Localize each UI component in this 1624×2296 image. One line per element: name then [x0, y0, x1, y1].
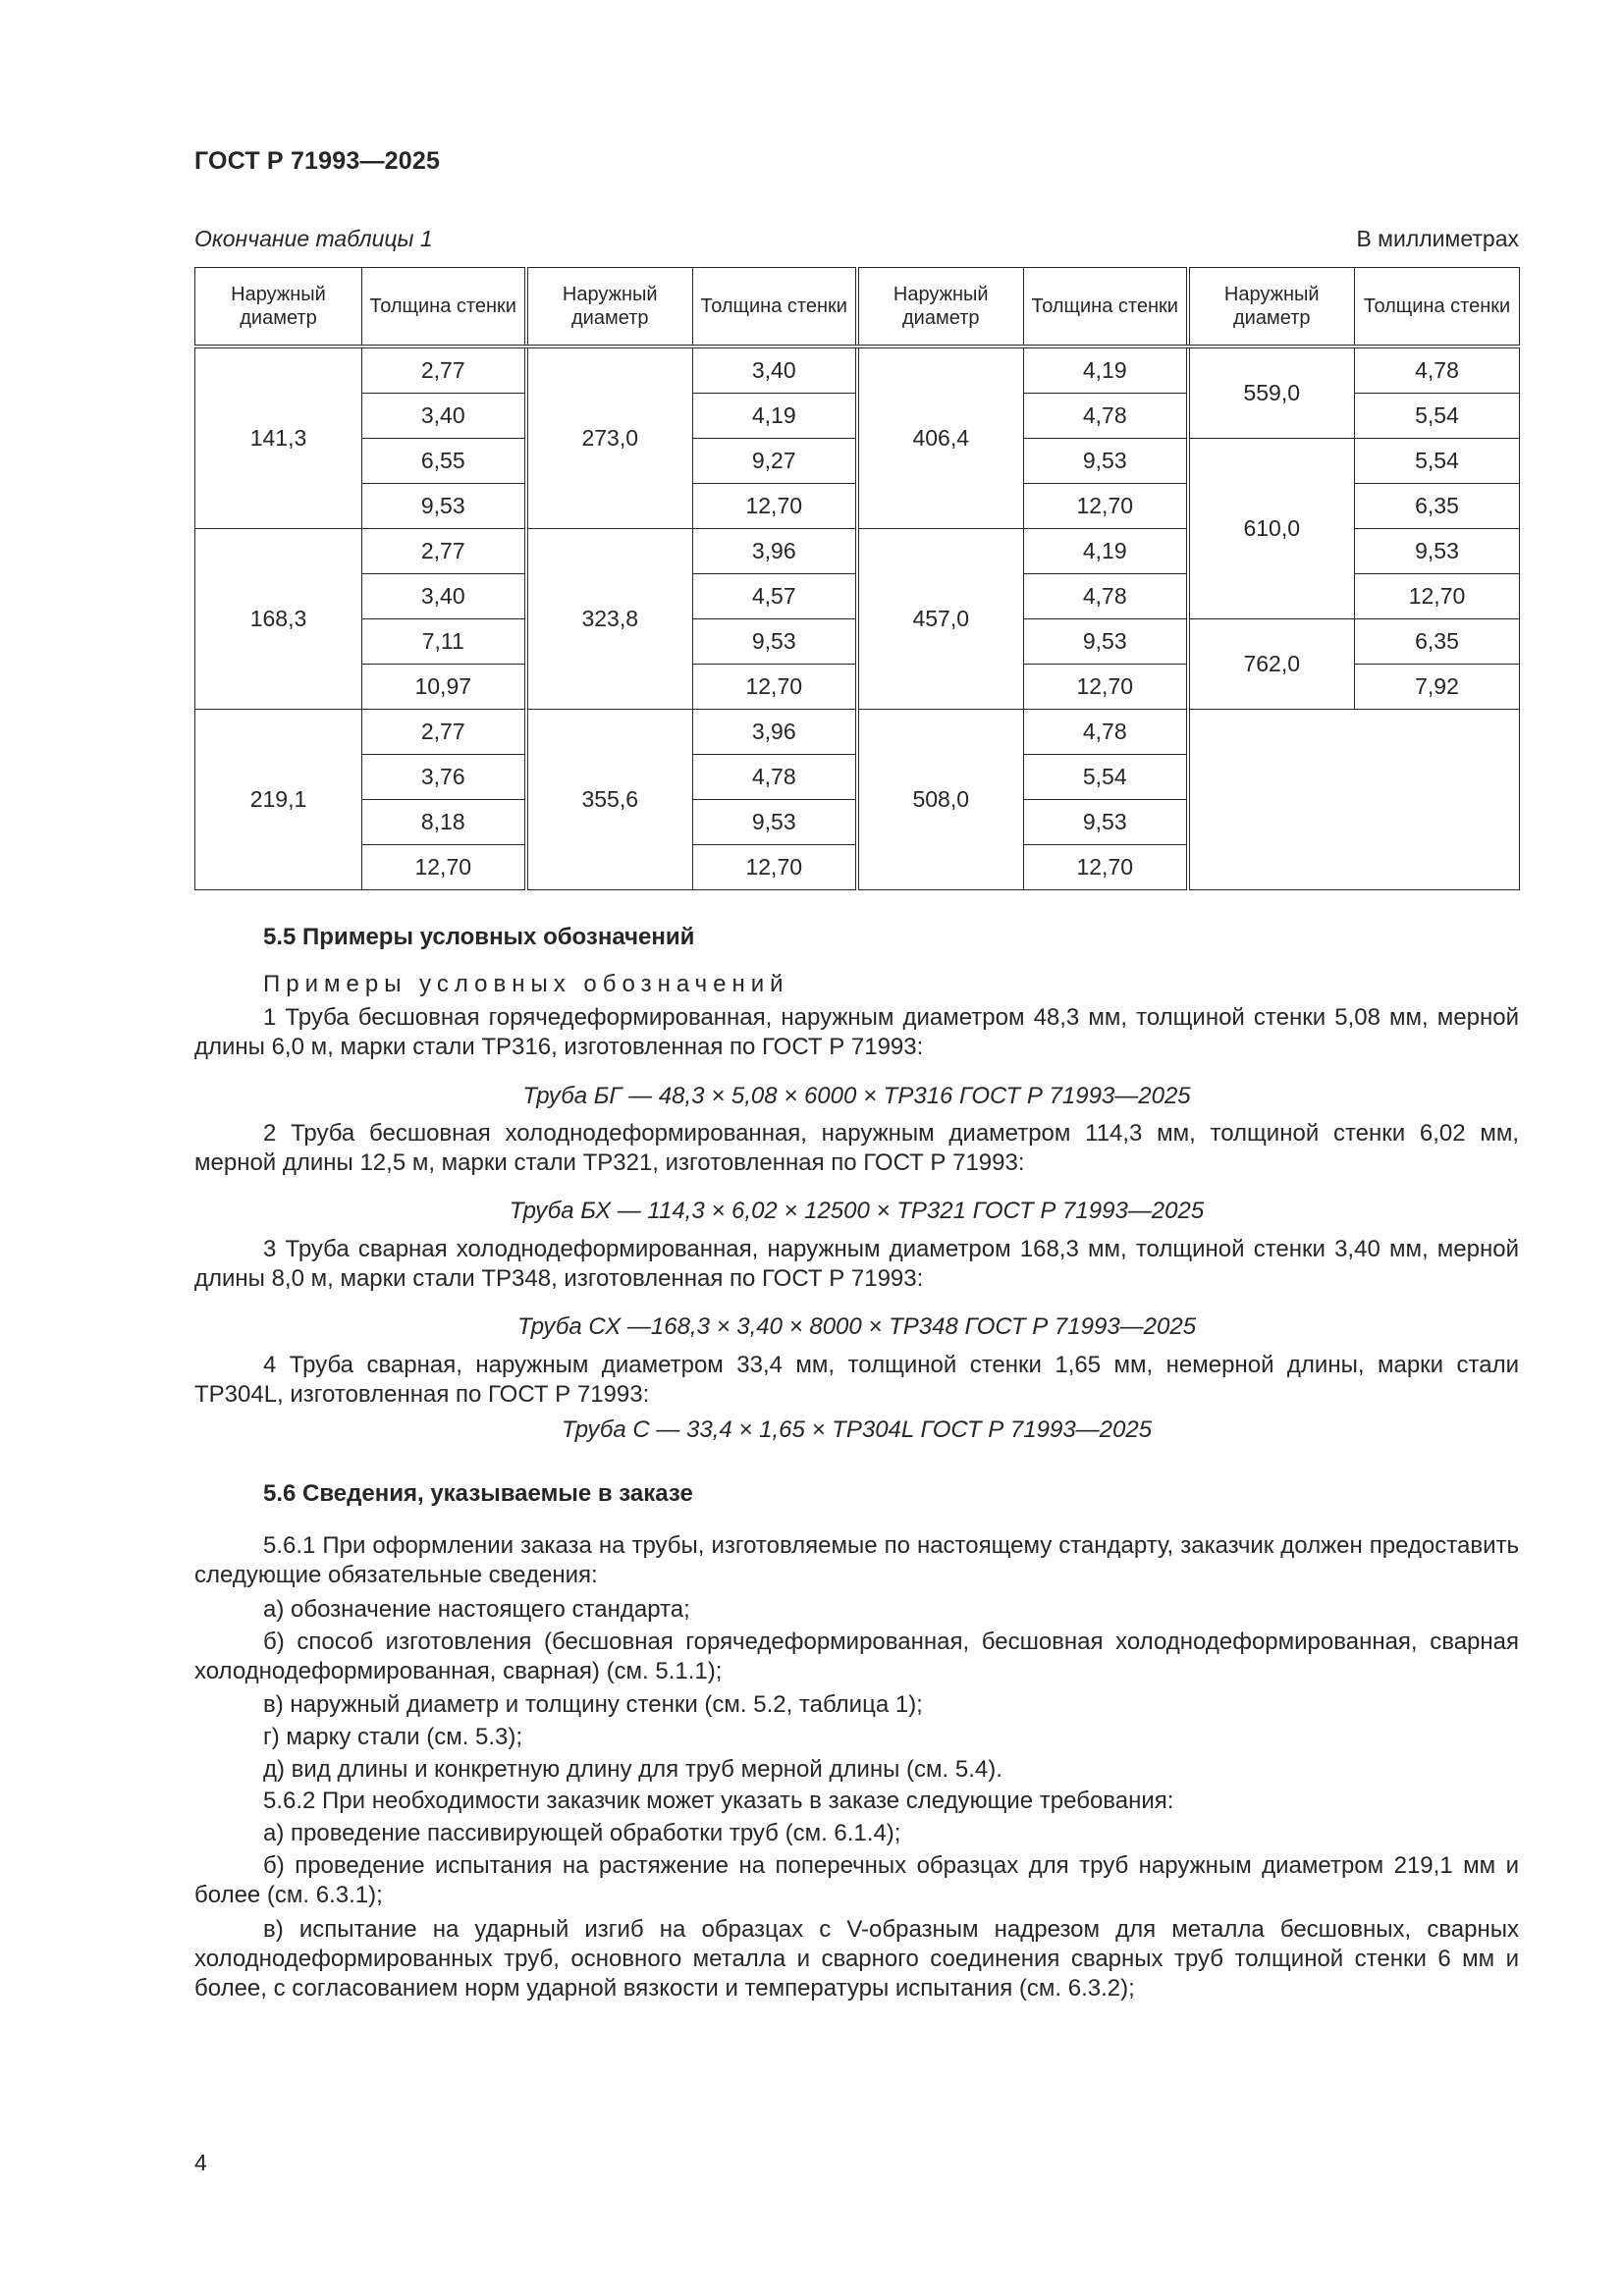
outer-diameter-cell: 323,8 — [526, 529, 693, 710]
outer-diameter-cell: 457,0 — [857, 529, 1024, 710]
outer-diameter-cell: 168,3 — [195, 529, 362, 710]
example-3-text: 3 Труба сварная холоднодеформированная, наружным диаметром 168,3 мм, толщиной стенки 3,40 мм, мерной длины 8,0 м, марки стали ТР348, изготовленная по ГОСТ Р 71993: — [194, 1236, 1519, 1292]
list-item-a: а) обозначение настоящего стандарта; — [263, 1596, 690, 1623]
header-wall-thickness: Толщина стенки — [693, 268, 857, 347]
outer-diameter-cell: 762,0 — [1188, 619, 1355, 710]
wall-thickness-cell: 12,70 — [1024, 665, 1188, 710]
list-item-a2: а) проведение пассивирующей обработки труб (см. 6.1.4); — [263, 1820, 901, 1846]
wall-thickness-cell: 9,53 — [1024, 800, 1188, 845]
wall-thickness-cell: 12,70 — [1024, 845, 1188, 890]
example-4-text: 4 Труба сварная, наружным диаметром 33,4 мм, толщиной стенки 1,65 мм, немерной длины, марки стали ТР304L, изготовленная по ГОСТ Р 71993: — [194, 1352, 1519, 1408]
wall-thickness-cell: 5,54 — [1024, 755, 1188, 800]
outer-diameter-cell: 273,0 — [526, 347, 693, 529]
outer-diameter-cell: 610,0 — [1188, 439, 1355, 619]
clause-5-6-2: 5.6.2 При необходимости заказчик может указать в заказе следующие требования: — [263, 1788, 1174, 1814]
wall-thickness-cell: 4,19 — [1024, 529, 1188, 574]
clause-5-6-1: 5.6.1 При оформлении заказа на трубы, изготовляемые по настоящему стандарту, заказчик должен предоставить следующие обязательные сведения: — [194, 1532, 1519, 1588]
wall-thickness-cell: 9,53 — [1024, 619, 1188, 665]
list-item-d: д) вид длины и конкретную длину для труб мерной длины (см. 5.4). — [263, 1756, 1002, 1783]
wall-thickness-cell: 4,78 — [1024, 574, 1188, 619]
outer-diameter-cell: 559,0 — [1188, 347, 1355, 439]
table-units: В миллиметрах — [1356, 226, 1519, 251]
outer-diameter-cell: 219,1 — [195, 710, 362, 890]
section-5-6-heading: 5.6 Сведения, указываемые в заказе — [263, 1480, 693, 1507]
wall-thickness-cell: 12,70 — [693, 484, 857, 529]
list-item-b2: б) проведение испытания на растяжение на поперечных образцах для труб наружным диаметром 219,1 мм и более (см. 6.3.1); — [194, 1852, 1519, 1908]
wall-thickness-cell: 9,27 — [693, 439, 857, 484]
wall-thickness-cell: 12,70 — [1355, 574, 1520, 619]
wall-thickness-cell: 5,54 — [1355, 439, 1520, 484]
list-item-v2: в) испытание на ударный изгиб на образцах с V-образным надрезом для металла бесшовных, сварных холоднодеформированных труб, основного металла и сварного соединения сварных труб толщиной стенки 6 мм и более, с согласованием норм ударной вязкости и температуры испытания (см. 6.3.2); — [194, 1916, 1519, 2002]
wall-thickness-cell: 4,78 — [1024, 710, 1188, 755]
wall-thickness-cell: 2,77 — [362, 347, 526, 394]
header-wall-thickness: Толщина стенки — [1355, 268, 1520, 347]
empty-cell — [1188, 710, 1520, 890]
wall-thickness-cell: 9,53 — [362, 484, 526, 529]
example-4-designation: Труба С — 33,4 × 1,65 × ТР304L ГОСТ Р 71993—2025 — [561, 1416, 1153, 1443]
example-1-text: 1 Труба бесшовная горячедеформированная, наружным диаметром 48,3 мм, толщиной стенки 5,08 мм, мерной длины 6,0 м, марки стали ТР316, изготовленная по ГОСТ Р 71993: — [194, 1004, 1519, 1060]
wall-thickness-cell: 2,77 — [362, 710, 526, 755]
wall-thickness-cell: 9,53 — [1024, 439, 1188, 484]
examples-subheading: Примеры условных обозначений — [263, 971, 789, 997]
wall-thickness-cell: 7,92 — [1355, 665, 1520, 710]
outer-diameter-cell: 355,6 — [526, 710, 693, 890]
document-code: ГОСТ Р 71993—2025 — [194, 147, 441, 175]
wall-thickness-cell: 6,55 — [362, 439, 526, 484]
outer-diameter-cell: 141,3 — [195, 347, 362, 529]
header-wall-thickness: Толщина стенки — [362, 268, 526, 347]
example-2-designation: Труба БХ — 114,3 × 6,02 × 12500 × ТР321 ГОСТ Р 71993—2025 — [509, 1198, 1205, 1224]
wall-thickness-cell: 8,18 — [362, 800, 526, 845]
wall-thickness-cell: 4,57 — [693, 574, 857, 619]
wall-thickness-cell: 9,53 — [693, 800, 857, 845]
wall-thickness-cell: 4,78 — [1024, 394, 1188, 439]
wall-thickness-cell: 4,78 — [693, 755, 857, 800]
wall-thickness-cell: 5,54 — [1355, 394, 1520, 439]
outer-diameter-cell: 406,4 — [857, 347, 1024, 529]
wall-thickness-cell: 7,11 — [362, 619, 526, 665]
wall-thickness-cell: 6,35 — [1355, 619, 1520, 665]
pipe-sizes-table — [194, 267, 1520, 890]
wall-thickness-cell: 12,70 — [693, 665, 857, 710]
wall-thickness-cell: 3,96 — [693, 710, 857, 755]
wall-thickness-cell: 3,76 — [362, 755, 526, 800]
wall-thickness-cell: 6,35 — [1355, 484, 1520, 529]
wall-thickness-cell: 9,53 — [693, 619, 857, 665]
table-header-row — [195, 268, 1520, 347]
table-row — [195, 347, 1520, 394]
header-outer-diameter: Наружный диаметр — [195, 268, 362, 347]
wall-thickness-cell: 9,53 — [1355, 529, 1520, 574]
wall-thickness-cell: 12,70 — [362, 845, 526, 890]
example-2-text: 2 Труба бесшовная холоднодеформированная, наружным диаметром 114,3 мм, толщиной стенки 6,02 мм, мерной длины 12,5 м, марки стали ТР321, изготовленная по ГОСТ Р 71993: — [194, 1120, 1519, 1176]
table-caption: Окончание таблицы 1 — [194, 226, 433, 251]
outer-diameter-cell: 508,0 — [857, 710, 1024, 890]
wall-thickness-cell: 3,40 — [362, 394, 526, 439]
header-outer-diameter: Наружный диаметр — [526, 268, 693, 347]
example-1-designation: Труба БГ — 48,3 × 5,08 × 6000 × ТР316 ГОСТ Р 71993—2025 — [522, 1083, 1191, 1109]
wall-thickness-cell: 3,40 — [693, 347, 857, 394]
wall-thickness-cell: 3,40 — [362, 574, 526, 619]
wall-thickness-cell: 10,97 — [362, 665, 526, 710]
wall-thickness-cell: 4,19 — [693, 394, 857, 439]
list-item-g: г) марку стали (см. 5.3); — [263, 1724, 523, 1750]
header-outer-diameter: Наружный диаметр — [1188, 268, 1355, 347]
wall-thickness-cell: 4,78 — [1355, 347, 1520, 394]
wall-thickness-cell: 12,70 — [693, 845, 857, 890]
section-5-5-heading: 5.5 Примеры условных обозначений — [263, 924, 695, 950]
list-item-v: в) наружный диаметр и толщину стенки (см. 5.2, таблица 1); — [263, 1691, 923, 1718]
example-3-designation: Труба СХ —168,3 × 3,40 × 8000 × ТР348 ГОСТ Р 71993—2025 — [516, 1313, 1197, 1340]
wall-thickness-cell: 2,77 — [362, 529, 526, 574]
wall-thickness-cell: 4,19 — [1024, 347, 1188, 394]
page-number: 4 — [194, 2150, 207, 2175]
wall-thickness-cell: 12,70 — [1024, 484, 1188, 529]
header-outer-diameter: Наружный диаметр — [857, 268, 1024, 347]
wall-thickness-cell: 3,96 — [693, 529, 857, 574]
list-item-b: б) способ изготовления (бесшовная горячедеформированная, бесшовная холоднодеформированная, сварная холоднодеформированная, сварная) (см. 5.1.1); — [194, 1629, 1519, 1684]
header-wall-thickness: Толщина стенки — [1024, 268, 1188, 347]
table-row — [195, 710, 1520, 755]
